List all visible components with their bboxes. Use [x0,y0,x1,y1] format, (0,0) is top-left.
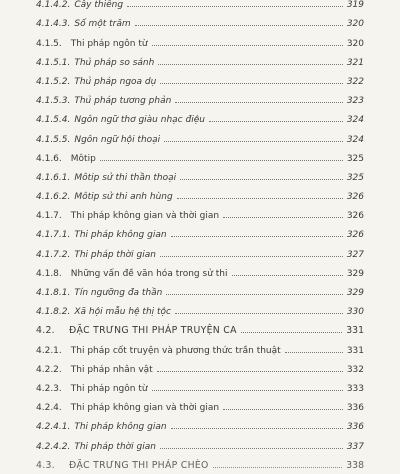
toc-entry [0,339,400,358]
section-number: 4.1.4.3. [36,19,71,30]
dot-leader [166,294,342,295]
dot-leader [100,160,343,161]
section-number: 4.2.4. [36,403,62,414]
section-number: 4.2.4.1. [36,422,71,433]
section-number: 4.1.5.2. [36,76,71,87]
page-number: 326 [346,230,364,241]
page-number: 320 [346,19,364,30]
section-title: Thi pháp thời gian [74,249,156,260]
dot-leader [160,448,343,449]
dot-leader [175,313,343,314]
section-title: Thi pháp cốt truyện và phương thức trần thuật [70,345,281,356]
section-number: 4.1.6. [36,153,62,164]
section-title: Thủ pháp ngoa dụ [74,76,157,87]
page-number: 320 [346,38,364,49]
toc-entry [0,128,400,147]
section-title: Thi pháp nhân vật [70,364,153,375]
section-number: 4.1.8.1. [36,288,71,298]
toc-entry [0,263,400,282]
toc-entry [0,378,400,397]
dot-leader [209,121,343,122]
section-number: 4.1.7.1. [36,230,71,241]
section-number: 4.1.5.1. [36,57,71,68]
section-title: Những vấn đề văn hóa trong sử thi [70,268,228,279]
toc-entry [0,416,400,435]
dot-leader [223,217,343,218]
page-number: 336 [346,403,364,414]
section-title: Cây thiêng [74,0,124,11]
section-title: Thủ pháp tương phản [74,96,172,107]
section-number: 4.2.2. [36,364,62,375]
section-number: 4.1.7. [36,211,62,222]
dot-leader [223,409,343,410]
section-title: Môtip sử thi thần thoại [74,172,177,183]
dot-leader [157,371,343,372]
page-number: 329 [346,268,364,279]
section-title: ĐẶC TRƯNG THI PHÁP TRUYỆN CA [68,325,237,337]
section-title: ĐẶC TRƯNG THI PHÁP CHÈO [68,459,209,471]
section-number: 4.1.8. [36,268,62,279]
page-number: 326 [346,211,364,222]
section-number: 4.1.4.2. [36,0,71,11]
page-number: 323 [346,96,364,107]
section-number: 4.2.4.2. [36,441,71,452]
page-number: 331 [346,345,364,356]
section-number: 4.1.5.3. [36,96,71,107]
section-title: Tín ngưỡng đa thần [74,288,163,298]
section-title: Thi pháp không gian và thời gian [70,403,220,414]
page-number: 331 [346,325,364,337]
section-title: Số một trăm [74,19,131,30]
page-number: 324 [346,115,364,126]
section-number: 4.2.3. [36,383,62,394]
page-number: 330 [346,307,364,318]
toc-entry [0,455,400,474]
page-number: 336 [346,422,364,433]
dot-leader [175,102,343,103]
toc-entry [0,167,400,186]
section-number: 4.2. [36,325,55,337]
section-number: 4.2.1. [36,345,62,356]
dot-leader [177,198,343,199]
page-number: 325 [346,153,364,164]
toc-entry [0,224,400,243]
page-number: 332 [346,364,364,375]
toc-entry [0,52,400,71]
dot-leader [152,45,343,46]
dot-leader [180,179,343,180]
toc-entry [0,301,400,320]
toc-entry [0,148,400,167]
section-title: Thi pháp thời gian [74,441,156,452]
page-number: 319 [346,0,364,11]
dot-leader [213,467,343,468]
toc-entry [0,32,400,51]
section-number: 4.1.5.5. [36,134,71,145]
toc-entry [0,90,400,109]
dot-leader [285,352,343,353]
dot-leader [160,83,342,84]
section-number: 4.1.5. [36,38,62,49]
toc-entry [0,435,400,454]
section-title: Thi pháp không gian [74,422,167,433]
dot-leader [171,236,343,237]
dot-leader [127,6,343,7]
toc-entry [0,71,400,90]
page-number: 337 [346,441,364,452]
toc-entry [0,205,400,224]
page-number: 322 [346,76,364,87]
section-number: 4.1.6.1. [36,172,71,183]
dot-leader [171,428,343,429]
section-title: Xã hội mẫu hệ thị tộc [74,307,171,318]
page-number: 326 [346,192,364,203]
section-title: Thi pháp ngôn từ [70,38,148,49]
page-number: 338 [346,459,364,471]
toc-entry [0,13,400,32]
dot-leader [164,141,343,142]
toc-entry [0,282,400,301]
page-number: 327 [346,249,364,260]
page-number: 325 [346,172,364,183]
page-number: 321 [346,57,364,68]
section-title: Thi pháp không gian [74,230,167,241]
section-number: 4.1.8.2. [36,307,71,318]
page-number: 329 [346,288,364,298]
toc-entry [0,109,400,128]
section-title: Ngôn ngữ hội thoại [74,134,161,145]
toc-entry [0,320,400,339]
toc-entry [0,186,400,205]
page-number: 324 [346,134,364,145]
section-title: Thi pháp không gian và thời gian [70,211,220,222]
dot-leader [241,332,343,333]
section-title: Thủ pháp so sánh [74,57,155,68]
section-number: 4.1.6.2. [36,192,71,203]
section-title: Môtip [70,153,96,164]
section-number: 4.3. [36,459,55,471]
dot-leader [152,390,343,391]
toc-entry [0,359,400,378]
page-number: 333 [346,383,364,394]
dot-leader [160,256,343,257]
dot-leader [158,64,343,65]
toc-entry [0,0,400,13]
section-title: Thi pháp ngôn từ [70,383,148,394]
section-number: 4.1.5.4. [36,115,71,126]
dot-leader [135,25,343,26]
section-number: 4.1.7.2. [36,249,71,260]
dot-leader [232,275,343,276]
section-title: Môtip sử thi anh hùng [74,192,173,203]
section-title: Ngôn ngữ thơ giàu nhạc điệu [74,115,205,126]
toc-entry [0,243,400,262]
